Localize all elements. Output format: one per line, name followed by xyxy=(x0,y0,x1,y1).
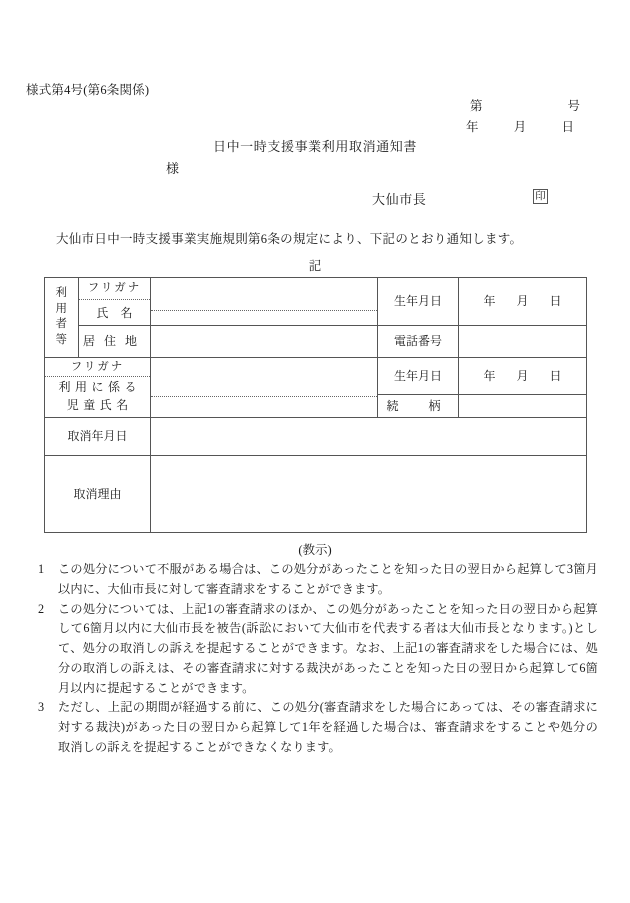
user-birth-year-label: 年 xyxy=(483,294,496,309)
instruction-number: 2 xyxy=(38,601,45,616)
date-day-label: 日 xyxy=(561,120,574,134)
instruction-text: この処分について不服がある場合は、この処分があったことを知った日の翌日から起算して3箇月以内に、大仙市長に対して審査請求をすることができます。 xyxy=(58,562,598,596)
child-name-input-cell[interactable] xyxy=(151,357,378,417)
table-row-user-address xyxy=(45,325,587,357)
user-label-char-4: 等 xyxy=(55,333,68,346)
user-label-char-1: 利 xyxy=(55,287,68,300)
child-birth-month-label: 月 xyxy=(516,368,529,383)
cancel-date-label: 取消年月日 xyxy=(45,418,151,456)
child-furigana-label: フリガナ xyxy=(45,358,150,378)
user-label-char-3: 者 xyxy=(55,318,68,331)
ki-marker: 記 xyxy=(308,259,322,273)
instruction-item xyxy=(38,698,598,757)
user-phone-input[interactable] xyxy=(459,325,587,357)
instruction-number: 1 xyxy=(38,562,45,576)
document-number-row xyxy=(470,96,580,114)
user-furigana-label: フリガナ xyxy=(79,278,150,300)
instruction-text: ただし、上記の期間が経過する前に、この処分(審査請求をした場合にあっては、その審査請求に対する裁決)があった日の翌日から起算して1年を経過した場合は、審査請求をすることや処分の取消しの訴えを提起することができなくなります。 xyxy=(58,700,598,754)
child-furigana-input[interactable] xyxy=(151,377,377,397)
user-birthdate-label: 生年月日 xyxy=(378,278,459,326)
table-row-cancel-reason xyxy=(45,456,587,533)
user-address-label: 居住地 xyxy=(79,325,151,357)
user-phone-label: 電話番号 xyxy=(378,325,459,357)
user-birth-day-label: 日 xyxy=(549,294,562,309)
date-month-label: 月 xyxy=(513,120,527,134)
instruction-item xyxy=(38,560,598,600)
form-number-label: 様式第4号(第6条関係) xyxy=(26,83,150,97)
user-name-input-cell[interactable] xyxy=(151,278,378,326)
table-row-cancel-date xyxy=(45,418,587,456)
child-name-label-line2: 児童氏名 xyxy=(66,397,133,412)
user-name-label-cell xyxy=(79,278,151,326)
seal-stamp-box: 印 xyxy=(533,189,548,204)
cancel-date-input[interactable] xyxy=(151,418,587,456)
instruction-number: 3 xyxy=(38,700,45,715)
document-date-row xyxy=(466,117,574,135)
applicant-details-table xyxy=(44,277,587,533)
instruction-text: この処分については、上記1の審査請求のほか、この処分があったことを知った日の翌日から起算して6箇月以内に大仙市長を被告(訴訟において大仙市を代表する者は大仙市長となります。)として、処分の取消しの訴えを提起することができます。なお、上記1の審査請求をした場合には、処分の取消しの訴えは、その審査請求に対する裁決があったことを知った日の翌日から起算して6箇月以内に提起することができます。 xyxy=(58,601,598,695)
table-row-child-name xyxy=(45,357,587,394)
child-relation-input[interactable] xyxy=(459,395,587,418)
cancel-reason-label: 取消理由 xyxy=(45,456,151,533)
document-number-unit: 号 xyxy=(567,99,580,113)
child-name-label-line1: 利用に係る xyxy=(58,380,141,395)
date-year-label: 年 xyxy=(466,120,479,134)
instructions-list xyxy=(38,560,598,758)
child-birthdate-label: 生年月日 xyxy=(378,357,459,394)
child-birth-day-label: 日 xyxy=(549,368,562,383)
user-name-label: 氏 名 xyxy=(96,305,133,320)
cancel-reason-input[interactable] xyxy=(151,456,587,533)
table-row-user-name xyxy=(45,278,587,326)
child-name-label-cell xyxy=(45,357,151,417)
child-birth-year-label: 年 xyxy=(483,368,496,383)
user-label-char-2: 用 xyxy=(55,302,68,315)
user-address-input[interactable] xyxy=(151,325,378,357)
document-number-label: 第 xyxy=(470,99,483,113)
user-birthdate-input-cell[interactable] xyxy=(459,278,587,326)
user-section-label xyxy=(45,278,79,358)
child-relation-label: 続 柄 xyxy=(378,395,459,418)
page-title: 日中一時支援事業利用取消通知書 xyxy=(212,139,417,154)
instructions-heading: (教示) xyxy=(298,543,332,557)
child-birthdate-input-cell[interactable] xyxy=(459,357,587,394)
user-birth-month-label: 月 xyxy=(516,294,529,309)
addressee-honorific: 様 xyxy=(166,161,180,176)
instruction-item xyxy=(38,600,598,699)
intro-paragraph: 大仙市日中一時支援事業実施規則第6条の規定により、下記のとおり通知します。 xyxy=(56,232,523,246)
issuer-name: 大仙市長 xyxy=(372,192,427,207)
user-furigana-input[interactable] xyxy=(151,291,377,311)
child-name-label xyxy=(45,377,150,417)
